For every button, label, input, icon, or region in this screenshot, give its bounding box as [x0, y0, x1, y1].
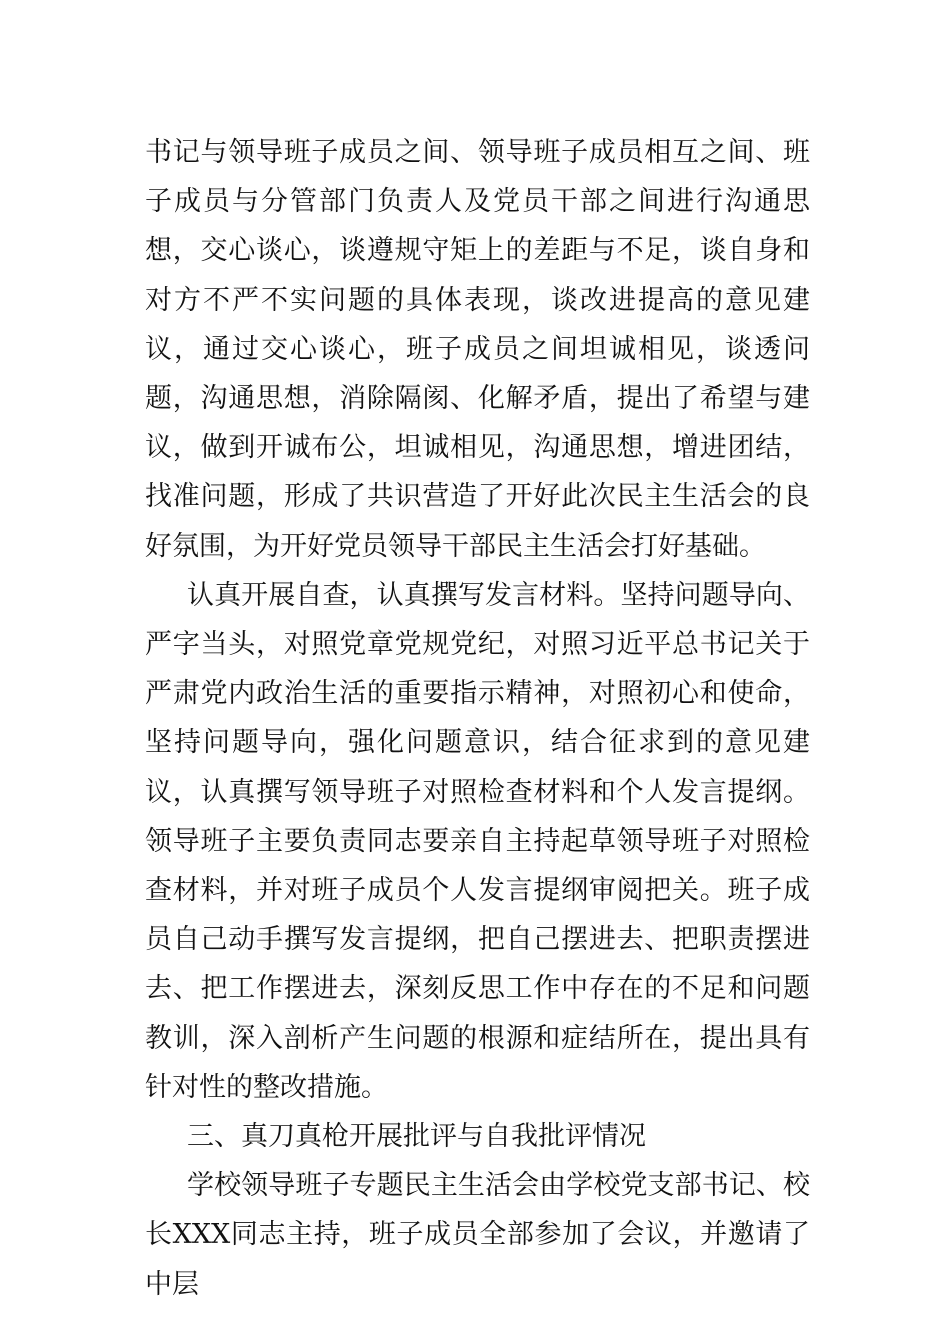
section-heading-3: 三、真刀真枪开展批评与自我批评情况: [187, 1121, 646, 1153]
paragraph-self-check: 认真开展自查，认真撰写发言材料。坚持问题导向、严字当头，对照党章党规党纪，对照习近平总书记关于严肃党内政治生活的重要指示精神，对照初心和使命，坚持问题导向，强化问题意识，结合征求到的意见建议，认真撰写领导班子对照检查材料和个人发言提纲。领导班子主要负责同志要亲自主持起草领导班子对照检查材料，并对班子成员个人发言提纲审阅把关。班子成员自己动手撰写发言提纲，把自己摆进去、把职责摆进去、把工作摆进去，深刻反思工作中存在的不足和问题教训，深入剖析产生问题的根源和症结所在，提出具有针对性的整改措施。: [145, 579, 810, 1103]
paragraph-continued: 书记与领导班子成员之间、领导班子成员相互之间、班子成员与分管部门负责人及党员干部之间进行沟通思想，交心谈心，谈遵规守矩上的差距与不足，谈自身和对方不严不实问题的具体表现，谈改进提高的意见建议，通过交心谈心，班子成员之间坦诚相见，谈透问题，沟通思想，消除隔阂、化解矛盾，提出了希望与建议，做到开诚布公，坦诚相见，沟通思想，增进团结，找准问题，形成了共识营造了开好此次民主生活会的良好氛围，为开好党员领导干部民主生活会打好基础。: [145, 137, 810, 562]
document-body: [145, 128, 810, 1309]
paragraph-meeting: 学校领导班子专题民主生活会由学校党支部书记、校长XXX同志主持，班子成员全部参加了会议，并邀请了中层: [145, 1170, 810, 1300]
